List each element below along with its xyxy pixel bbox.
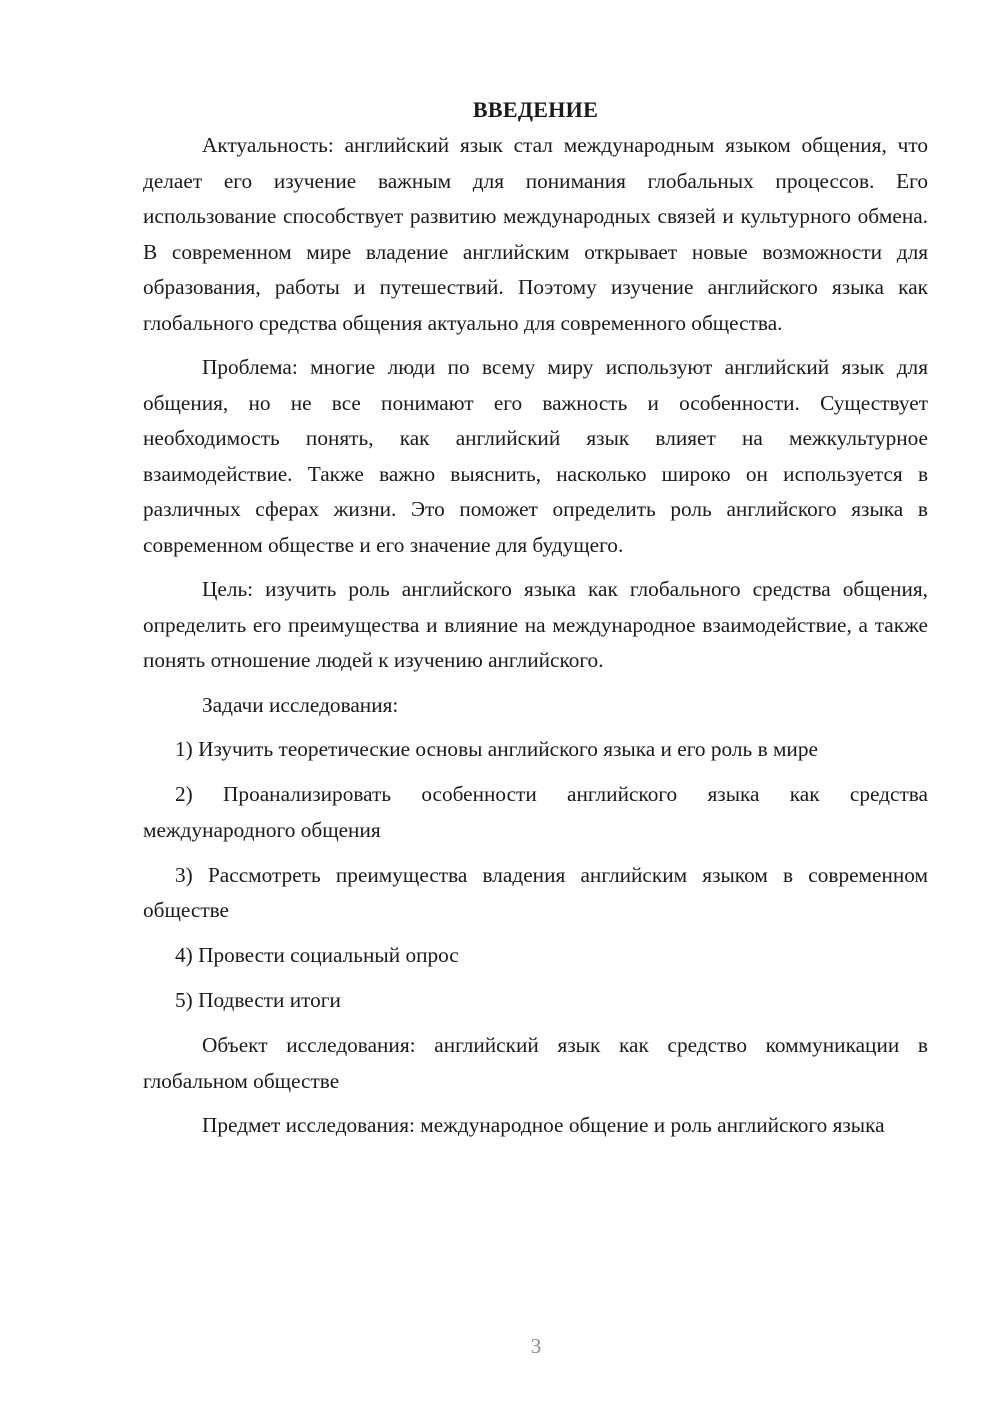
paragraph-object: Объект исследования: английский язык как средство коммуникации в глобальном обществе [143,1033,928,1093]
page-number: 3 [530,1334,542,1358]
paragraph-relevance: Актуальность: английский язык стал международным языком общения, что делает его изучение важным для понимания глобальных процессов. Его использование способствует развитию международных связей и культурного обмена. В современном мире владение английским открывает новые возможности для образования, работы и путешествий. Поэтому изучение английского языка как глобального средства общения актуально для современного общества. [143,133,928,335]
paragraph-goal: Цель: изучить роль английского языка как глобального средства общения, определить его преимущества и влияние на международное взаимодействие, а также понять отношение людей к изучению английского. [143,577,928,672]
task-item-1: 1) Изучить теоретические основы английского языка и его роль в мире [175,737,818,761]
document-page [143,92,928,1153]
task-item-2: 2) Проанализировать особенности английского языка как средства международного общения [143,782,928,842]
paragraph-subject: Предмет исследования: международное общение и роль английского языка [202,1113,885,1137]
paragraph-tasks-heading: Задачи исследования: [202,692,399,717]
task-item-4: 4) Провести социальный опрос [175,943,459,967]
section-title: ВВЕДЕНИЕ [472,97,599,122]
paragraph-problem: Проблема: многие люди по всему миру используют английский язык для общения, но не все понимают его важность и особенности. Существует необходимость понять, как английский язык влияет на межкультурное взаимодействие. Также важно выяснить, насколько широко он используется в различных сферах жизни. Это поможет определить роль английского языка в современном обществе и его значение для будущего. [143,355,928,557]
task-item-3: 3) Рассмотреть преимущества владения английским языком в современном обществе [143,862,928,922]
task-item-5: 5) Подвести итоги [175,988,341,1012]
